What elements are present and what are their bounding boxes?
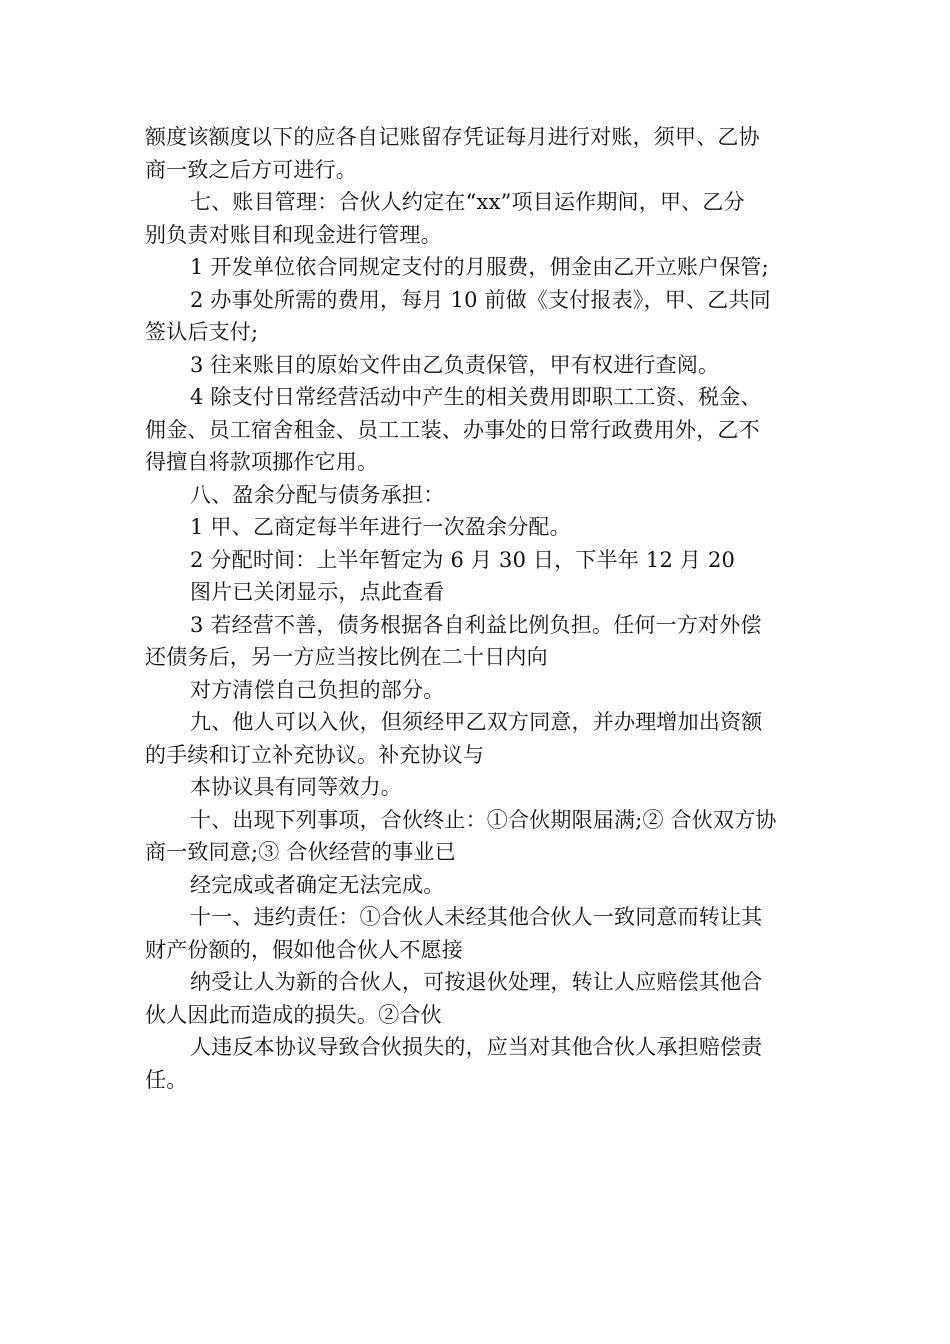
- text-line: 2 办事处所需的费用，每月 10 前做《支付报表》，甲、乙共同: [190, 287, 771, 312]
- document-page: [145, 121, 825, 1096]
- text-line: 4 除支付日常经营活动中产生的相关费用即职工工资、税金、: [190, 385, 762, 409]
- text-line: 财产份额的，假如他合伙人不愿接: [145, 937, 463, 962]
- text-line: 本协议具有同等效力。: [190, 775, 402, 799]
- text-line: 额度该额度以下的应各自记账留存凭证每月进行对账，须甲、乙协: [145, 125, 760, 149]
- text-line: 十一、违约责任：①合伙人未经其他合伙人一致同意而转让其: [190, 905, 763, 929]
- text-line: 纳受让人为新的合伙人，可按退伙处理，转让人应赔偿其他合: [190, 970, 763, 994]
- text-line: 佣金、员工宿舍租金、员工工装、办事处的日常行政费用外，乙不: [145, 417, 760, 442]
- text-line: 经完成或者确定无法完成。: [190, 872, 445, 897]
- text-line: 商一致同意;③ 合伙经营的事业已: [145, 840, 456, 864]
- text-line: 2 分配时间：上半年暂定为 6 月 30 日，下半年 12 月 20: [190, 547, 736, 572]
- text-line: 任。: [145, 1067, 188, 1092]
- text-line: 七、账目管理：合伙人约定在“xx”项目运作期间，甲、乙分: [190, 190, 745, 214]
- text-line: 商一致之后方可进行。: [145, 157, 357, 182]
- text-line: 签认后支付;: [145, 320, 259, 344]
- text-line: 图片已关闭显示，点此查看: [190, 580, 445, 604]
- text-line: 3 往来账目的原始文件由乙负责保管，甲有权进行查阅。: [190, 352, 720, 377]
- text-line: 伙人因此而造成的损失。②合伙: [145, 1002, 442, 1027]
- text-line: 还债务后，另一方应当按比例在二十日内向: [145, 645, 548, 669]
- text-line: 的手续和订立补充协议。补充协议与: [145, 742, 485, 767]
- text-line: 九、他人可以入伙，但须经甲乙双方同意，并办理增加出资额: [190, 710, 763, 734]
- text-line: 人违反本协议导致合伙损失的，应当对其他合伙人承担赔偿责: [190, 1035, 763, 1059]
- text-line: 3 若经营不善，债务根据各自利益比例负担。任何一方对外偿: [190, 612, 762, 637]
- text-line: 得擅自将款项挪作它用。: [145, 450, 379, 474]
- text-line: 1 开发单位依合同规定支付的月服费，佣金由乙开立账户保管;: [190, 255, 769, 279]
- text-line: 八、盈余分配与债务承担：: [190, 482, 445, 507]
- text-line: 别负责对账目和现金进行管理。: [145, 222, 442, 247]
- text-line: 对方清偿自己负担的部分。: [190, 677, 445, 702]
- text-line: 1 甲、乙商定每半年进行一次盈余分配。: [190, 515, 571, 539]
- text-line: 十、出现下列事项，合伙终止：①合伙期限届满;② 合伙双方协: [190, 807, 777, 832]
